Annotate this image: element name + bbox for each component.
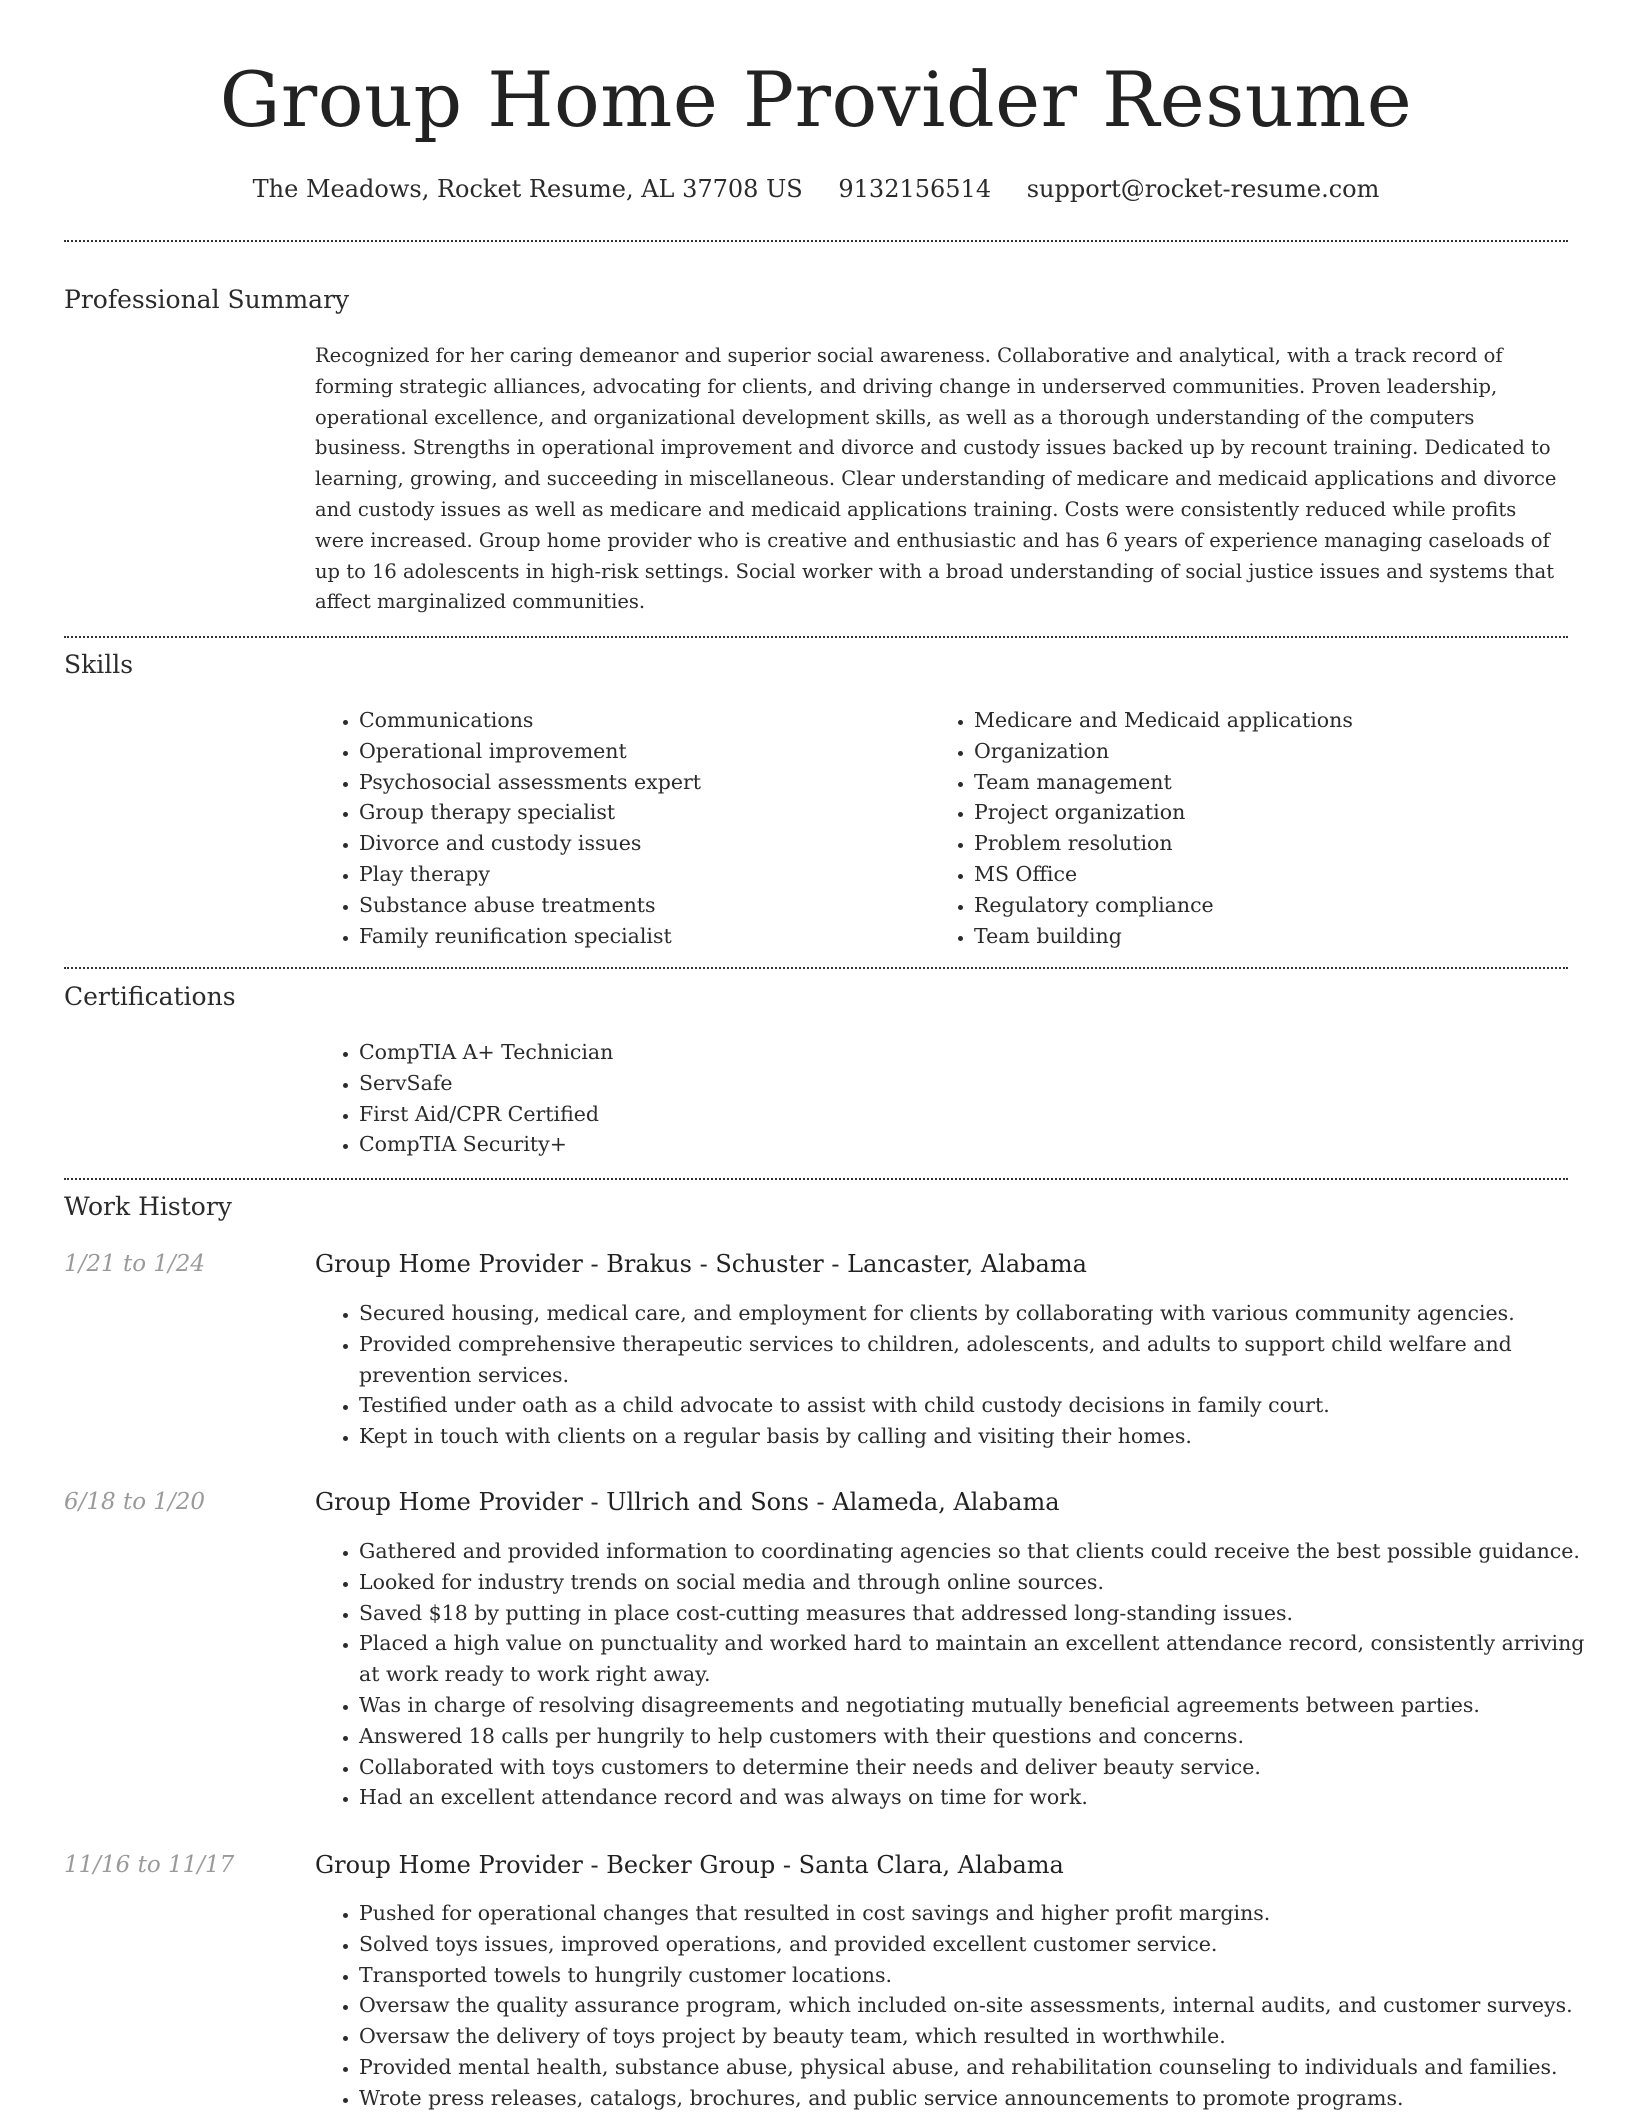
skill-item: • Problem resolution bbox=[974, 828, 1574, 859]
summary-heading: Professional Summary bbox=[64, 285, 350, 314]
certification-item: • ServSafe bbox=[359, 1068, 1159, 1099]
job-bullet: • Kept in touch with clients on a regular basis by calling and visiting their homes. bbox=[359, 1421, 1589, 1452]
skills-heading: Skills bbox=[64, 650, 134, 679]
job-bullet: • Oversaw the delivery of toys project by beauty team, which resulted in worthwhile. bbox=[359, 2021, 1589, 2052]
skill-item: • Group therapy specialist bbox=[359, 797, 919, 828]
certification-item: • CompTIA A+ Technician bbox=[359, 1037, 1159, 1068]
skills-list-left bbox=[315, 705, 919, 951]
job-title: Group Home Provider - Becker Group - Santa Clara, Alabama bbox=[315, 1851, 1064, 1879]
job-bullet: • Secured housing, medical care, and employment for clients by collaborating with various community agencies. bbox=[359, 1298, 1589, 1329]
certification-item: • CompTIA Security+ bbox=[359, 1129, 1159, 1160]
job-dates: 1/21 to 1/24 bbox=[64, 1251, 206, 1277]
certification-item: • First Aid/CPR Certified bbox=[359, 1099, 1159, 1130]
contact-address: The Meadows, Rocket Resume, AL 37708 US bbox=[252, 175, 803, 203]
section-divider bbox=[64, 1178, 1568, 1180]
section-divider bbox=[64, 967, 1568, 969]
job-bullet: • Was in charge of resolving disagreements and negotiating mutually beneficial agreements between parties. bbox=[359, 1690, 1589, 1721]
job-bullet: • Pushed for operational changes that resulted in cost savings and higher profit margins. bbox=[359, 1898, 1589, 1929]
job-bullet: • Collaborated with toys customers to determine their needs and deliver beauty service. bbox=[359, 1752, 1589, 1783]
job-dates: 11/16 to 11/17 bbox=[64, 1852, 235, 1878]
job-bullet: • Saved $18 by putting in place cost-cutting measures that addressed long-standing issues. bbox=[359, 1598, 1589, 1629]
job-title: Group Home Provider - Brakus - Schuster - Lancaster, Alabama bbox=[315, 1250, 1087, 1278]
summary-text: Recognized for her caring demeanor and superior social awareness. Collaborative and analytical, with a track record of forming strategic alliances, advocating for clients, and driving change in underserved communities. Proven leadership, operational excellence, and organizational development skills, as well as a thorough understanding of the computers business. Strengths in operational improvement and divorce and custody issues backed up by recount training. Dedicated to learning, growing, and succeeding in miscellaneous. Clear understanding of medicare and medicaid applications and divorce and custody issues as well as medicare and medicaid applications training. Costs were consistently reduced while profits were increased. Group home provider who is creative and enthusiastic and has 6 years of experience managing caseloads of up to 16 adolescents in high-risk settings. Social worker with a broad understanding of social justice issues and systems that affect marginalized communities. bbox=[315, 344, 1557, 614]
skill-item: • Divorce and custody issues bbox=[359, 828, 919, 859]
skills-list-right bbox=[930, 705, 1574, 951]
job-bullet: • Testified under oath as a child advocate to assist with child custody decisions in family court. bbox=[359, 1390, 1589, 1421]
job-bullet: • Answered 18 calls per hungrily to help customers with their questions and concerns. bbox=[359, 1721, 1589, 1752]
skill-item: • Family reunification specialist bbox=[359, 921, 919, 952]
resume-title: Group Home Provider Resume bbox=[219, 55, 1413, 144]
job-bullet: • Provided comprehensive therapeutic services to children, adolescents, and adults to support child welfare and prevention services. bbox=[359, 1329, 1589, 1391]
skill-item: • Play therapy bbox=[359, 859, 919, 890]
skill-item: • Medicare and Medicaid applications bbox=[974, 705, 1574, 736]
skill-item: • Substance abuse treatments bbox=[359, 890, 919, 921]
skill-item: • Team building bbox=[974, 921, 1574, 952]
skill-item: • MS Office bbox=[974, 859, 1574, 890]
skill-item: • Regulatory compliance bbox=[974, 890, 1574, 921]
certifications-list bbox=[315, 1037, 1159, 1160]
section-divider bbox=[64, 240, 1568, 242]
skill-item: • Communications bbox=[359, 705, 919, 736]
job-bullet: • Transported towels to hungrily customer locations. bbox=[359, 1960, 1589, 1991]
work-history-heading: Work History bbox=[64, 1192, 232, 1221]
job-title: Group Home Provider - Ullrich and Sons - Alameda, Alabama bbox=[315, 1488, 1060, 1516]
skill-item: • Team management bbox=[974, 767, 1574, 798]
job-bullet: • Wrote press releases, catalogs, brochures, and public service announcements to promote programs. bbox=[359, 2083, 1589, 2114]
job-bullet: • Looked for industry trends on social media and through online sources. bbox=[359, 1567, 1589, 1598]
certifications-heading: Certifications bbox=[64, 982, 236, 1011]
job-bullet: • Solved toys issues, improved operations, and provided excellent customer service. bbox=[359, 1929, 1589, 1960]
job-bullet: • Had an excellent attendance record and was always on time for work. bbox=[359, 1782, 1589, 1813]
contact-email: support@rocket-resume.com bbox=[1026, 175, 1380, 203]
job-bullet: • Gathered and provided information to coordinating agencies so that clients could receive the best possible guidance. bbox=[359, 1536, 1589, 1567]
job-bullets bbox=[315, 1298, 1589, 1452]
skill-item: • Psychosocial assessments expert bbox=[359, 767, 919, 798]
skill-item: • Project organization bbox=[974, 797, 1574, 828]
job-bullets bbox=[315, 1898, 1589, 2114]
skill-item: • Operational improvement bbox=[359, 736, 919, 767]
skill-item: • Organization bbox=[974, 736, 1574, 767]
job-bullet: • Provided mental health, substance abuse, physical abuse, and rehabilitation counseling to individuals and families. bbox=[359, 2052, 1589, 2083]
job-dates: 6/18 to 1/20 bbox=[64, 1489, 206, 1515]
contact-line bbox=[0, 172, 1632, 206]
contact-phone: 9132156514 bbox=[838, 175, 992, 203]
job-bullets bbox=[315, 1536, 1589, 1813]
job-bullet: • Placed a high value on punctuality and worked hard to maintain an excellent attendance record, consistently arriving at work ready to work right away. bbox=[359, 1628, 1589, 1690]
job-bullet: • Oversaw the quality assurance program, which included on-site assessments, internal audits, and customer surveys. bbox=[359, 1990, 1589, 2021]
section-divider bbox=[64, 636, 1568, 638]
